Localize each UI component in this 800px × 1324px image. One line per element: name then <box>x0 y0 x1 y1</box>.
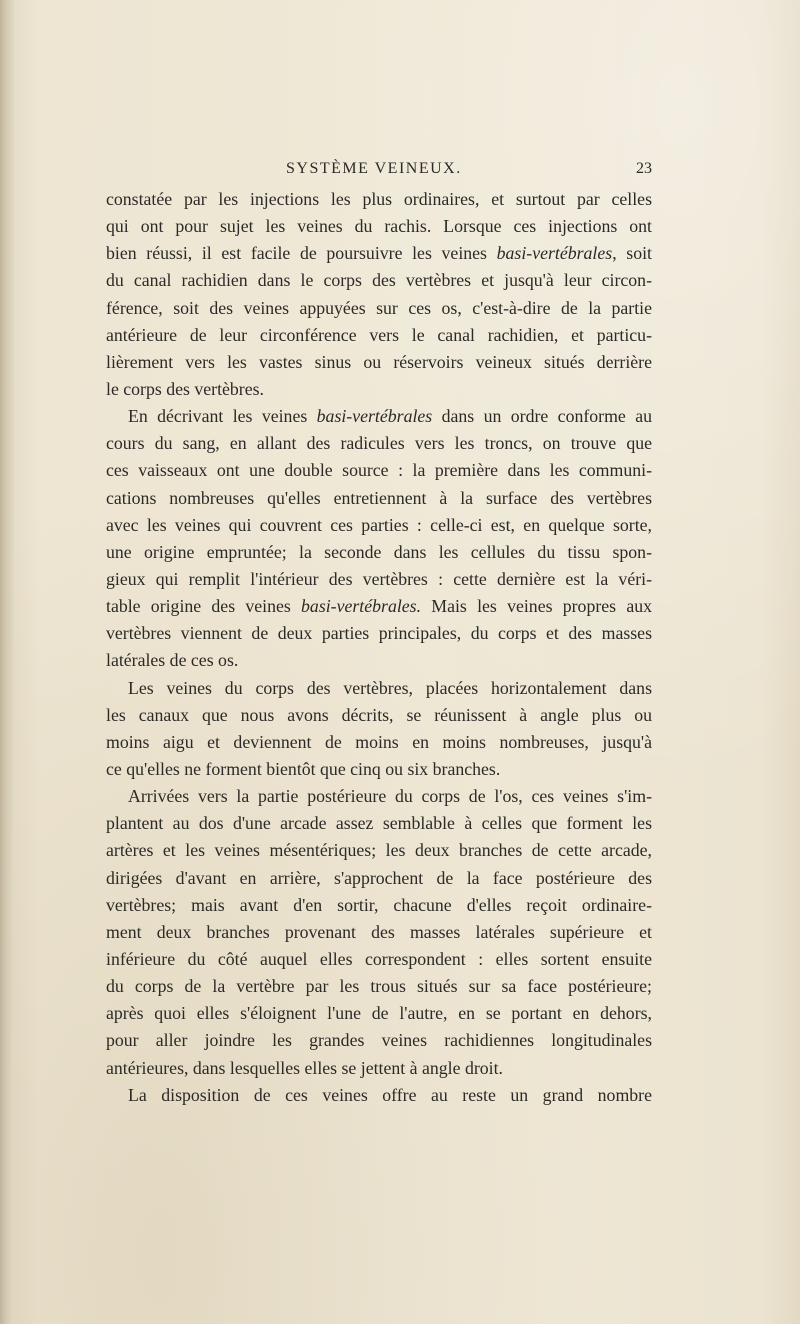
text-line <box>106 1027 652 1054</box>
text-line-content: après quoi elles s'éloignent l'une de l'autre, en se portant en dehors, <box>106 1003 652 1024</box>
text-line-content: bien réussi, il est facile de poursuivre les veines <box>106 243 497 264</box>
text-line <box>106 1055 652 1082</box>
text-line-content: vertèbres; mais avant d'en sortir, chacune d'elles reçoit ordinaire- <box>106 894 652 915</box>
text-line <box>106 1000 652 1027</box>
text-line <box>106 946 652 973</box>
text-line <box>106 756 652 783</box>
text-line <box>106 213 652 240</box>
text-line-content: Les veines du corps des vertèbres, placées horizontalement dans <box>128 677 652 698</box>
italic-term: basi-vertébrales <box>496 243 613 264</box>
text-line <box>106 457 652 484</box>
text-line-content: dirigées d'avant en arrière, s'approchent de la face postérieure des <box>106 867 652 888</box>
page-header <box>106 160 652 186</box>
text-line <box>106 892 652 919</box>
text-line <box>106 566 652 593</box>
text-line-content: du canal rachidien dans le corps des vertèbres et jusqu'à leur circon- <box>106 270 652 291</box>
text-line-content: Mais les veines propres aux <box>421 596 652 617</box>
text-line <box>106 919 652 946</box>
text-line-content: cations nombreuses qu'elles entretiennent à la surface des vertèbres <box>106 487 652 508</box>
text-line <box>106 349 652 376</box>
text-line <box>106 783 652 810</box>
text-line-content: du corps de la vertèbre par les trous situés sur sa face postérieure; <box>106 976 652 997</box>
text-line-content: antérieure de leur circonférence vers le canal rachidien, et particu- <box>106 324 652 345</box>
text-line-content: inférieure du côté auquel elles correspondent : elles sortent ensuite <box>106 948 652 969</box>
text-line-content: une origine empruntée; la seconde dans les cellules du tissu spon- <box>106 541 652 562</box>
text-line-content: artères et les veines mésentériques; les deux branches de cette arcade, <box>106 840 652 861</box>
text-line-content: La disposition de ces veines offre au reste un grand nombre <box>128 1084 652 1105</box>
text-line-content: lièrement vers les vastes sinus ou réservoirs veineux situés derrière <box>106 351 652 372</box>
text-line <box>106 186 652 213</box>
italic-term: basi-vertébrales. <box>301 596 422 617</box>
text-line-content: En décrivant les veines <box>128 406 317 427</box>
text-line <box>106 865 652 892</box>
text-line-content: plantent au dos d'une arcade assez semblable à celles que forment les <box>106 813 652 834</box>
italic-term: basi-vertébrales <box>316 406 433 427</box>
text-line <box>106 240 652 267</box>
text-line <box>106 322 652 349</box>
text-line-content: table origine des veines <box>106 596 302 617</box>
text-line <box>106 702 652 729</box>
text-line <box>106 485 652 512</box>
text-line-content: les canaux que nous avons décrits, se réunissent à angle plus ou <box>106 704 652 725</box>
text-line <box>106 430 652 457</box>
text-line-content: ce qu'elles ne forment bientôt que cinq ou six branches. <box>106 758 501 779</box>
text-line <box>106 593 652 620</box>
text-line-content: antérieures, dans lesquelles elles se jettent à angle droit. <box>106 1057 503 1078</box>
text-line <box>106 675 652 702</box>
text-line-content: qui ont pour sujet les veines du rachis. Lorsque ces injections ont <box>106 216 652 237</box>
text-line-content: le corps des vertèbres. <box>106 378 264 399</box>
text-line <box>106 837 652 864</box>
text-line-content: ces vaisseaux ont une double source : la première dans les communi- <box>106 460 652 481</box>
text-line-content: férence, soit des veines appuyées sur ces os, c'est-à-dire de la partie <box>106 297 652 318</box>
text-line <box>106 539 652 566</box>
text-line <box>106 512 652 539</box>
text-line <box>106 620 652 647</box>
text-line <box>106 376 652 403</box>
text-line-content: avec les veines qui couvrent ces parties : celle-ci est, en quelque sorte, <box>106 514 652 535</box>
text-line-content: pour aller joindre les grandes veines rachidiennes longitudinales <box>106 1030 652 1051</box>
text-line-content: vertèbres viennent de deux parties principales, du corps et des masses <box>106 623 652 644</box>
text-line <box>106 403 652 430</box>
text-line <box>106 1082 652 1109</box>
text-line-content: moins aigu et deviennent de moins en moins nombreuses, jusqu'à <box>106 731 652 752</box>
text-line <box>106 973 652 1000</box>
text-line-content: constatée par les injections les plus ordinaires, et surtout par celles <box>106 189 652 209</box>
text-line <box>106 810 652 837</box>
page-binding-edge <box>0 0 14 1324</box>
text-line <box>106 647 652 674</box>
text-line-content: dans un ordre conforme au <box>432 406 652 427</box>
text-line-content: latérales de ces os. <box>106 650 239 671</box>
text-line <box>106 267 652 294</box>
body-text <box>106 186 652 1109</box>
page-number: 23 <box>636 160 652 177</box>
running-head: SYSTÈME VEINEUX. <box>286 160 462 177</box>
text-line-content: , soit <box>612 243 652 264</box>
text-line-content: gieux qui remplit l'intérieur des vertèbres : cette dernière est la véri- <box>106 568 652 589</box>
text-line-content: Arrivées vers la partie postérieure du corps de l'os, ces veines s'im- <box>128 786 652 807</box>
text-line <box>106 729 652 756</box>
text-line <box>106 295 652 322</box>
text-line-content: ment deux branches provenant des masses latérales supérieure et <box>106 921 652 942</box>
text-line-content: cours du sang, en allant des radicules vers les troncs, on trouve que <box>106 433 652 454</box>
